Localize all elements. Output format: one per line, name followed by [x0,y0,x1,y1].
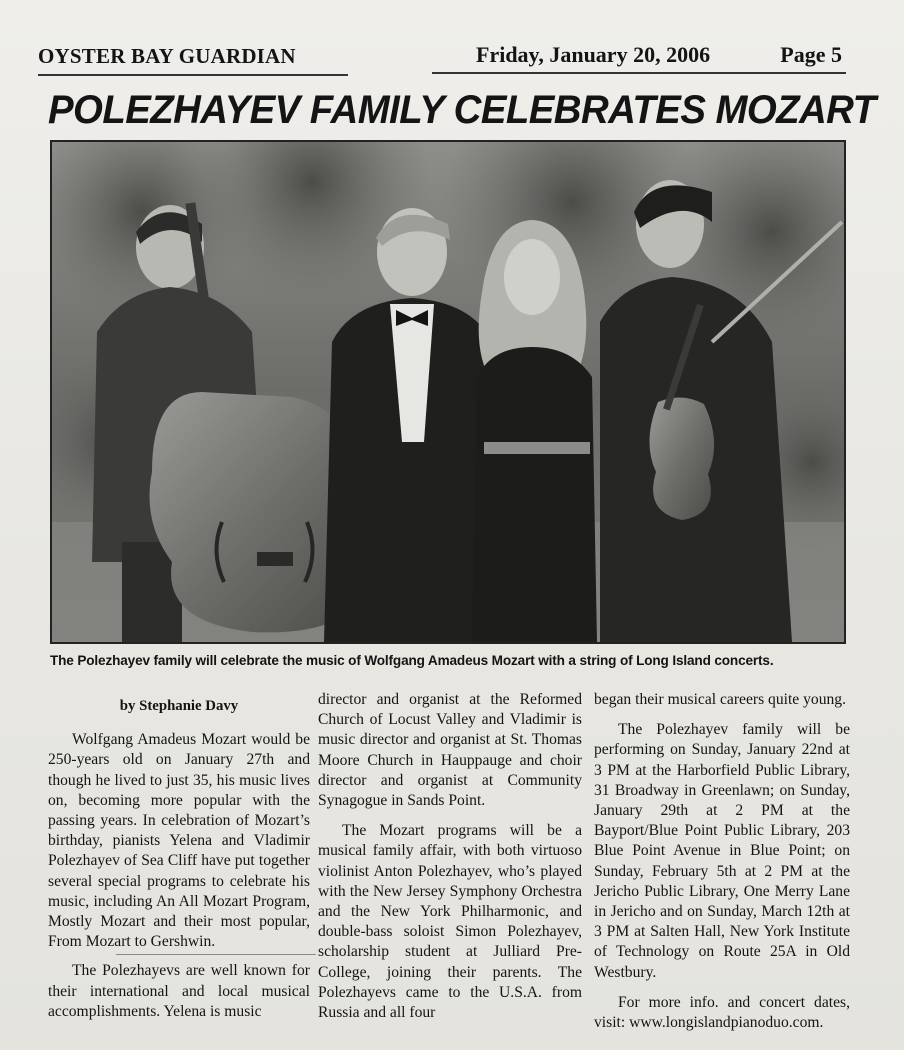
paragraph: For more info. and concert dates, visit: www.longislandpianoduo.com. [594,993,850,1032]
issue-date: Friday, January 20, 2006 [476,42,711,67]
paper-name: OYSTER BAY GUARDIAN [38,44,296,68]
masthead-rule-left [38,74,348,76]
paragraph: began their musical careers quite young. [594,691,847,708]
article-column-3 [594,690,850,1033]
family-photo [50,140,846,644]
paragraph: The Polezhayevs are well known for their international and local musical accomplishments. Yelena is music [48,962,310,1020]
column-divider [116,954,316,955]
headline: POLEZHAYEV FAMILY CELEBRATES MOZART [48,88,876,132]
masthead-rule-right [432,72,846,74]
person-mother [472,220,597,642]
paragraph: director and organist at the Reformed Church of Locust Valley and Vladimir is music director and organist at St. Thomas Moore Church in Hauppauge and choir director and organist at Community Synagogue in Sands Point. [318,691,582,810]
byline: by Stephanie Davy [119,698,239,714]
paragraph: The Mozart programs will be a musical family affair, with both virtuoso violinist Anton Polezhayev, who’s played with the New Jersey Symphony Orchestra and the New York Philharmonic, and double-bass soloist Simon Polezhayev, scholarship student at Julliard Pre-College, joining their parents. The Polezhayevs came to the U.S.A. from Russia and all four [318,822,582,1022]
article-column-1 [48,690,310,1022]
family-photo-image [52,142,844,642]
photo-caption: The Polezhayev family will celebrate the music of Wolfgang Amadeus Mozart with a string of Long Island concerts. [50,653,774,668]
paragraph: Wolfgang Amadeus Mozart would be 250-years old on January 27th and though he lived to just 35, his music lives on, becoming more popular with the passing years. In celebration of Mozart’s birthday, pianists Yelena and Vladimir Polezhayev of Sea Cliff have put together several special programs to celebrate his music, including An All Mozart Program, Mostly Mozart and their most popular, From Mozart to Gershwin. [48,731,310,951]
paragraph: The Polezhayev family will be performing on Sunday, January 22nd at 3 PM at the Harborfield Public Library, 31 Broadway in Greenlawn; on Sunday, January 29th at 2 PM at the Bayport/Blue Point Public Library, 203 Blue Point Avenue in Blue Point; on Sunday, February 5th at 2 PM at the Jericho Public Library, One Merry Lane in Jericho and on Sunday, March 12th at 3 PM at Salten Hall, New York Institute of Technology on Route 25A in Old Westbury. [594,721,850,981]
page-number: Page 5 [780,42,842,67]
masthead [38,40,846,74]
article-column-2 [318,690,582,1023]
